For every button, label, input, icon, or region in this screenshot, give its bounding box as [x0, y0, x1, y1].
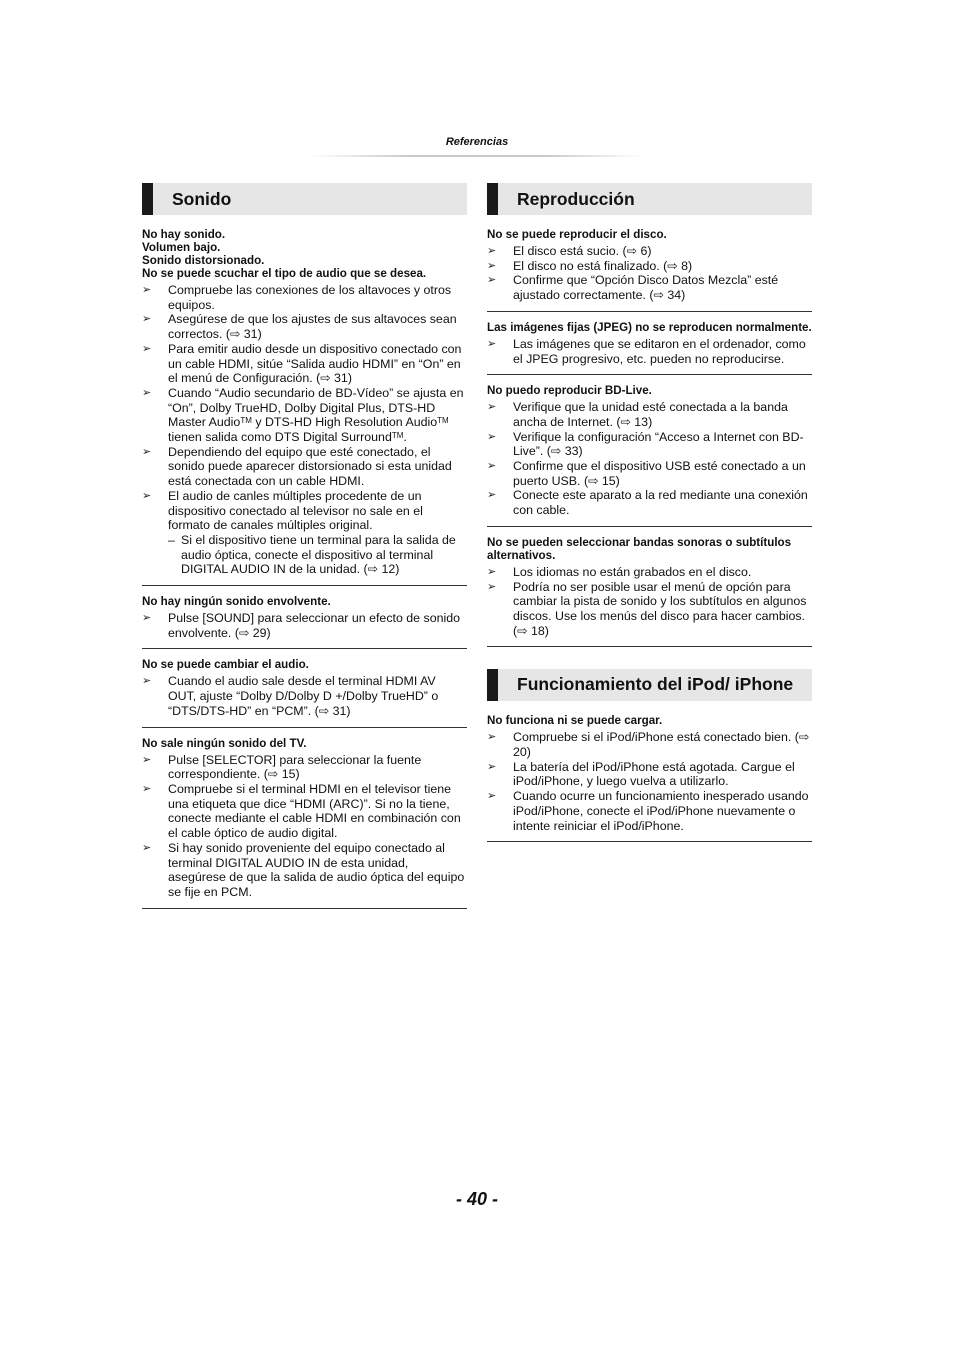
- answer-list: [487, 730, 812, 833]
- question: No sale ningún sonido del TV.: [142, 736, 307, 750]
- header-rule: [310, 155, 644, 157]
- faq-group: [487, 215, 812, 312]
- question-list: [142, 228, 467, 280]
- answer-item: ➢ Compruebe si el terminal HDMI en el televisor tiene una etiqueta que dice “HDMI (ARC)”. Si no la tiene, conecte mediante el cable HDMI en combinación con el cable óptico de audio digital.: [142, 782, 467, 841]
- answer-item: ➢ Dependiendo del equipo que esté conectado, el sonido puede aparecer distorsionado si esta unidad está conectada con un cable HDMI.: [142, 445, 467, 489]
- answer-item: ➢ Los idiomas no están grabados en el disco.: [487, 565, 812, 580]
- question: No se pueden seleccionar bandas sonoras o subtítulos alternativos.: [487, 535, 792, 562]
- answer-list: [142, 674, 467, 718]
- answer-item: ➢ Confirme que el dispositivo USB esté conectado a un puerto USB. (⇨ 15): [487, 459, 812, 488]
- question: Volumen bajo.: [142, 241, 221, 254]
- faq-group: [142, 215, 467, 586]
- answer-text: ➢ El audio de canles múltiples procedente de un dispositivo conectado al televisor no sale en el formato de canales múltiples original.: [168, 488, 423, 533]
- sub-answer-text: Si el dispositivo tiene un terminal para la salida de audio óptica, conecte el dispositivo al terminal DIGITAL AUDIO IN de la unidad. (⇨ 12): [181, 532, 456, 577]
- answer-item: ➢ El disco no está finalizado. (⇨ 8): [487, 259, 812, 274]
- answer-item: ➢ Conecte este aparato a la red mediante una conexión con cable.: [487, 488, 812, 517]
- faq-group: [142, 649, 467, 727]
- question: No hay ningún sonido envolvente.: [142, 595, 331, 609]
- trademark-mark: TM: [391, 431, 404, 441]
- answer-list: [487, 400, 812, 518]
- faq-group: [142, 586, 467, 649]
- question: No se puede scuchar el tipo de audio que se desea.: [142, 267, 427, 280]
- dash-marker: –: [168, 532, 175, 547]
- question: Sonido distorsionado.: [142, 254, 265, 267]
- answer-list: [487, 565, 812, 639]
- running-head: Referencias: [445, 136, 509, 148]
- answer-item: ➢ El disco está sucio. (⇨ 6): [487, 244, 812, 259]
- answer-item: ➢ Las imágenes que se editaron en el ordenador, como el JPEG progresivo, etc. pueden no reproducirse.: [487, 337, 812, 366]
- sub-answer: [168, 533, 467, 577]
- answer-item: ➢ Confirme que “Opción Disco Datos Mezcla” esté ajustado correctamente. (⇨ 34): [487, 273, 812, 302]
- answer-list: [487, 337, 812, 366]
- question: No hay sonido.: [142, 228, 226, 241]
- answer-item: ➢ Pulse [SOUND] para seleccionar un efecto de sonido envolvente. (⇨ 29): [142, 611, 467, 640]
- left-column: [142, 183, 467, 909]
- answer-item: ➢ Pulse [SELECTOR] para seleccionar la fuente correspondiente. (⇨ 15): [142, 753, 467, 782]
- answer-item: ➢ Compruebe las conexiones de los altavoces y otros equipos.: [142, 283, 467, 312]
- answer-item: ➢ Asegúrese de que los ajustes de sus altavoces sean correctos. (⇨ 31): [142, 312, 467, 341]
- section-spacer: [487, 647, 812, 669]
- answer-item: ➢ Si hay sonido proveniente del equipo conectado al terminal DIGITAL AUDIO IN de esta unidad, asegúrese de que la salida de audio óptica del equipo se fije en PCM.: [142, 841, 467, 900]
- question: No puedo reproducir BD-Live.: [487, 384, 652, 398]
- page-number: - 40 -: [455, 1189, 498, 1209]
- answer-text: y DTS-HD High Resolution Audio: [251, 415, 438, 430]
- question: No se puede reproducir el disco.: [487, 228, 667, 241]
- section-header-sonido: Sonido: [142, 183, 467, 215]
- faq-group: [142, 728, 467, 909]
- answer-list: [142, 283, 467, 577]
- trademark-mark: TM: [437, 416, 449, 426]
- section-header-reproduccion: Reproducción: [487, 183, 812, 215]
- answer-item: ➢ Para emitir audio desde un dispositivo conectado con un cable HDMI, sitúe “Salida audio HDMI” en “On” en el menú de Configuración. (⇨ 31): [142, 342, 467, 386]
- question: No se puede cambiar el audio.: [142, 658, 309, 672]
- faq-group: [487, 527, 812, 648]
- answer-item: ➢ Cuando el audio sale desde el terminal HDMI AV OUT, ajuste “Dolby D/Dolby D +/Dolby TrueHD” o “DTS/DTS-HD” en “PCM”. (⇨ 31): [142, 674, 467, 718]
- answer-item: ➢ Podría no ser posible usar el menú de opción para cambiar la pista de sonido y los subtítulos en algunos discos. Use los menús del disco para hacer cambios. (⇨ 18): [487, 580, 812, 639]
- faq-group: [487, 375, 812, 527]
- answer-list: [487, 244, 812, 303]
- answer-item: ➢ Verifique la configuración “Acceso a Internet con BD-Live”. (⇨ 33): [487, 430, 812, 459]
- answer-item: ➢ Verifique que la unidad esté conectada a la banda ancha de Internet. (⇨ 13): [487, 400, 812, 429]
- trademark-mark: TM: [240, 416, 252, 426]
- question: Las imágenes fijas (JPEG) no se reproducen normalmente.: [487, 320, 812, 334]
- question: No funciona ni se puede cargar.: [487, 714, 663, 728]
- answer-item: [142, 386, 467, 445]
- answer-list: [142, 611, 467, 640]
- answer-item: ➢ La batería del iPod/iPhone está agotada. Cargue el iPod/iPhone, y luego vuelva a utilizarlo.: [487, 760, 812, 789]
- right-column: [487, 183, 812, 842]
- answer-item: [142, 489, 467, 577]
- answer-item: ➢ Compruebe si el iPod/iPhone está conectado bien. (⇨ 20): [487, 730, 812, 759]
- section-header-ipod: Funcionamiento del iPod/ iPhone: [487, 669, 812, 701]
- answer-text: .: [403, 430, 407, 445]
- answer-list: [142, 753, 467, 900]
- faq-group: [487, 312, 812, 375]
- answer-item: ➢ Cuando ocurre un funcionamiento inesperado usando iPod/iPhone, conecte el iPod/iPhone nuevamente o intente reiniciar el iPod/iPhone.: [487, 789, 812, 833]
- faq-group: [487, 701, 812, 842]
- answer-text: tienen salida como DTS Digital Surround: [168, 430, 392, 445]
- answer-text: Cuando “Audio secundario de BD-Vídeo” se ajusta en “On”, Dolby TrueHD, Dolby Digital Plus, DTS-HD Master Audio: [168, 385, 464, 430]
